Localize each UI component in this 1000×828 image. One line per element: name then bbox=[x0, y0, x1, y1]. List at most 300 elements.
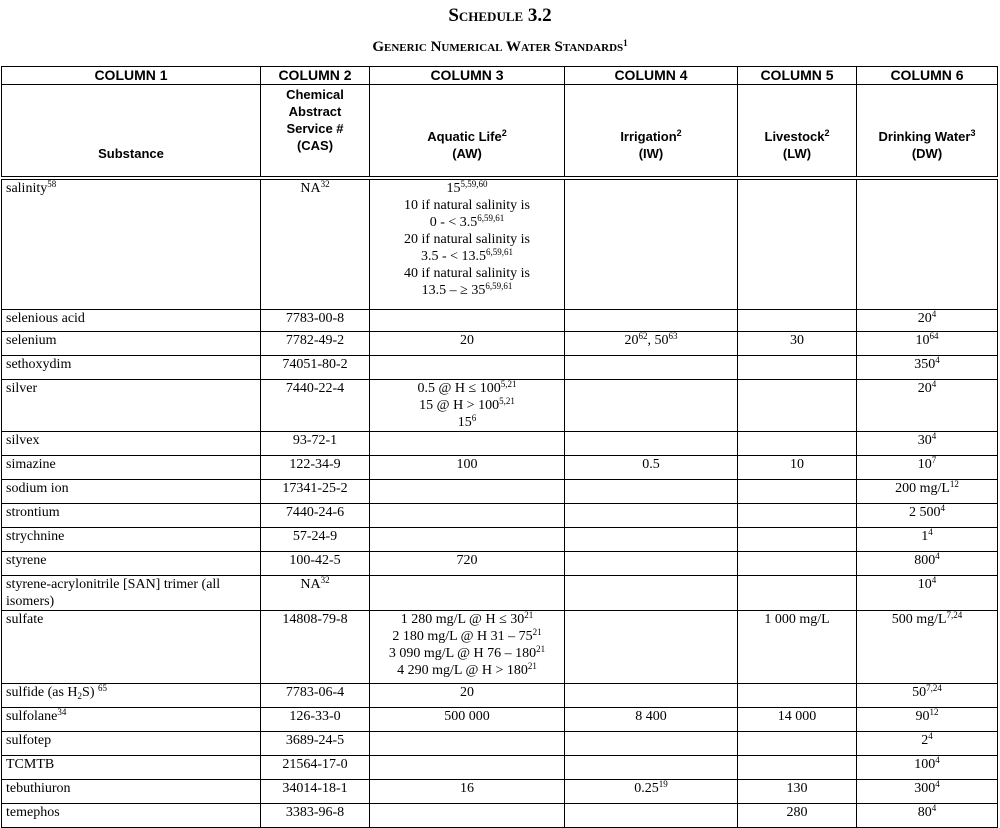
drinking-water-cell-line bbox=[861, 684, 993, 701]
aquatic-life-column-label bbox=[370, 85, 565, 179]
livestock-cell bbox=[738, 331, 857, 355]
substance-cell-text: temephos bbox=[6, 804, 60, 820]
irrigation-cell bbox=[565, 503, 738, 527]
drinking-water-cell-line bbox=[861, 576, 993, 593]
drinking-water-cell-line bbox=[861, 310, 993, 327]
drinking-water-cell-text: 90 bbox=[915, 708, 930, 724]
aquatic-life-cell-text: 15 bbox=[446, 181, 461, 196]
livestock-cell bbox=[738, 527, 857, 551]
substance-cell bbox=[2, 755, 261, 779]
substance-column-label bbox=[2, 85, 261, 179]
livestock-cell-text: 10 bbox=[790, 456, 804, 472]
drinking-water-cell-sup: 7,24 bbox=[946, 610, 963, 620]
column-1-header: COLUMN 1 bbox=[2, 67, 261, 85]
cas-cell bbox=[261, 178, 370, 309]
drinking-water-cell-text: 300 bbox=[914, 780, 936, 796]
substance-cell-text: styrene-acrylonitrile [SAN] trimer (all isomers) bbox=[6, 576, 221, 609]
aw-footnote: 2 bbox=[501, 128, 507, 138]
livestock-cell-text: 1 000 mg/L bbox=[764, 611, 830, 627]
aquatic-life-cell-line bbox=[374, 628, 560, 645]
livestock-cell-text: 130 bbox=[786, 780, 808, 796]
substance-cell-text: sodium ion bbox=[6, 480, 69, 496]
drinking-water-cell-sup: 4 bbox=[931, 803, 937, 813]
table-row bbox=[2, 731, 998, 755]
column-description-row bbox=[2, 85, 998, 179]
cas-cell-text: NA bbox=[300, 576, 321, 592]
table-row bbox=[2, 683, 998, 707]
substance-cell bbox=[2, 331, 261, 355]
drinking-water-cell-text: 10 bbox=[917, 456, 932, 472]
substance-cell-text: selenium bbox=[6, 332, 57, 348]
lw-label: Livestock bbox=[764, 129, 825, 144]
table-row bbox=[2, 779, 998, 803]
table-row bbox=[2, 610, 998, 683]
aquatic-life-cell-text: 500 000 bbox=[444, 708, 490, 724]
substance-cell-text: sulfolane bbox=[6, 708, 58, 724]
schedule-title: Schedule 3.2 bbox=[448, 5, 552, 26]
aquatic-life-cell-line bbox=[374, 662, 560, 679]
cas-cell-text: 122-34-9 bbox=[289, 456, 341, 472]
lw-abbr: (LW) bbox=[782, 146, 812, 161]
aquatic-life-cell-sup: 21 bbox=[524, 610, 534, 620]
aquatic-life-cell bbox=[370, 455, 565, 479]
column-5-header: COLUMN 5 bbox=[738, 67, 857, 85]
aquatic-life-cell-text: 1 280 mg/L @ H ≤ 30 bbox=[400, 611, 525, 627]
substance-cell bbox=[2, 379, 261, 431]
livestock-cell-text: 30 bbox=[790, 332, 804, 348]
column-3-header: COLUMN 3 bbox=[370, 67, 565, 85]
irrigation-cell-text: 8 400 bbox=[635, 708, 667, 724]
drinking-water-cell-line bbox=[861, 380, 993, 397]
column-number-row bbox=[2, 67, 998, 85]
cas-cell-text: 3689-24-5 bbox=[285, 732, 345, 748]
cas-cell bbox=[261, 309, 370, 331]
livestock-cell-line bbox=[742, 332, 852, 349]
substance-cell-sub: 2 bbox=[77, 690, 83, 701]
substance-cell-sup: 58 bbox=[47, 179, 57, 189]
cas-cell-text: 7440-24-6 bbox=[285, 504, 345, 520]
table-row bbox=[2, 309, 998, 331]
substance-cell-text: TCMTB bbox=[6, 756, 55, 772]
livestock-cell bbox=[738, 731, 857, 755]
drinking-water-cell-text: 20 bbox=[917, 380, 932, 396]
livestock-cell bbox=[738, 683, 857, 707]
table-row bbox=[2, 431, 998, 455]
livestock-cell-line bbox=[742, 611, 852, 628]
aquatic-life-cell bbox=[370, 355, 565, 379]
substance-cell bbox=[2, 527, 261, 551]
irrigation-cell-text: 20 bbox=[624, 332, 639, 348]
aquatic-life-cell-sup: 6,59,61 bbox=[486, 247, 514, 257]
irrigation-cell bbox=[565, 779, 738, 803]
irrigation-cell bbox=[565, 527, 738, 551]
aquatic-life-cell-line bbox=[374, 645, 560, 662]
irrigation-cell bbox=[565, 431, 738, 455]
cas-cell-text: 7783-06-4 bbox=[285, 684, 345, 700]
irrigation-cell bbox=[565, 479, 738, 503]
aquatic-life-cell bbox=[370, 610, 565, 683]
substance-cell bbox=[2, 309, 261, 331]
drinking-water-cell-text: 20 bbox=[917, 310, 932, 326]
aw-abbr: (AW) bbox=[452, 146, 482, 161]
substance-cell bbox=[2, 731, 261, 755]
aquatic-life-cell bbox=[370, 431, 565, 455]
cas-column-label bbox=[261, 85, 370, 179]
aquatic-life-cell-text: 15 @ H > 100 bbox=[419, 397, 500, 413]
drinking-water-cell-line bbox=[861, 780, 993, 797]
irrigation-cell bbox=[565, 355, 738, 379]
drinking-water-cell bbox=[857, 551, 998, 575]
irrigation-cell-text: , 50 bbox=[647, 332, 669, 348]
aquatic-life-cell-text: 720 bbox=[456, 552, 478, 568]
substance-cell-text: sulfotep bbox=[6, 732, 52, 748]
aquatic-life-cell-line bbox=[374, 414, 560, 431]
table-row bbox=[2, 355, 998, 379]
aquatic-life-cell bbox=[370, 779, 565, 803]
irrigation-cell bbox=[565, 178, 738, 309]
column-2-header: COLUMN 2 bbox=[261, 67, 370, 85]
drinking-water-cell-sup: 4 bbox=[935, 755, 940, 765]
aquatic-life-cell-line bbox=[374, 282, 560, 299]
cas-cell bbox=[261, 755, 370, 779]
aquatic-life-cell-text: 10 if natural salinity is bbox=[404, 198, 530, 213]
irrigation-cell-sup: 62 bbox=[638, 331, 648, 341]
table-row bbox=[2, 527, 998, 551]
aquatic-life-cell bbox=[370, 707, 565, 731]
aquatic-life-cell-line bbox=[374, 214, 560, 231]
aquatic-life-cell-sup: 5,59,60 bbox=[460, 179, 488, 189]
cas-cell bbox=[261, 355, 370, 379]
substance-cell bbox=[2, 178, 261, 309]
substance-cell-text: strontium bbox=[6, 504, 60, 520]
drinking-water-cell-text: 200 mg/L bbox=[895, 480, 950, 496]
aquatic-life-cell-sup: 6,59,61 bbox=[485, 281, 513, 291]
drinking-water-cell-sup: 4 bbox=[931, 379, 937, 389]
substance-cell-text: silvex bbox=[6, 432, 40, 448]
drinking-water-cell-text: 800 bbox=[914, 552, 936, 568]
livestock-cell bbox=[738, 178, 857, 309]
aquatic-life-cell bbox=[370, 755, 565, 779]
substance-cell bbox=[2, 575, 261, 610]
aquatic-life-cell bbox=[370, 527, 565, 551]
drinking-water-cell-sup: 7,24 bbox=[926, 683, 942, 693]
drinking-water-cell bbox=[857, 683, 998, 707]
livestock-cell bbox=[738, 707, 857, 731]
cas-cell bbox=[261, 683, 370, 707]
substance-cell bbox=[2, 551, 261, 575]
drinking-water-cell-line bbox=[861, 332, 993, 349]
cas-cell-text: 7782-49-2 bbox=[285, 332, 345, 348]
substance-cell bbox=[2, 503, 261, 527]
cas-cell-sup: 32 bbox=[320, 575, 330, 585]
drinking-water-cell bbox=[857, 731, 998, 755]
aquatic-life-cell-text: 4 290 mg/L @ H > 180 bbox=[397, 662, 528, 678]
livestock-cell bbox=[738, 755, 857, 779]
livestock-cell-line bbox=[742, 780, 852, 797]
substance-cell-text: S) bbox=[82, 684, 98, 700]
aquatic-life-cell bbox=[370, 479, 565, 503]
table-row bbox=[2, 707, 998, 731]
drinking-water-cell-line bbox=[861, 732, 993, 749]
drinking-water-cell-text: 30 bbox=[917, 432, 932, 448]
cas-cell-text: NA bbox=[300, 181, 321, 196]
aquatic-life-cell-line bbox=[374, 180, 560, 197]
aquatic-life-cell-text: 0 - < 3.5 bbox=[429, 215, 478, 230]
substance-cell-text: sethoxydim bbox=[6, 356, 72, 372]
aquatic-life-cell-line bbox=[374, 684, 560, 701]
livestock-cell-line bbox=[742, 708, 852, 725]
table-row bbox=[2, 551, 998, 575]
table-body bbox=[2, 178, 998, 827]
irrigation-cell-text: 0.25 bbox=[634, 780, 659, 796]
table-subtitle bbox=[0, 36, 1000, 58]
iw-footnote: 2 bbox=[676, 128, 682, 138]
drinking-water-cell-line bbox=[861, 528, 993, 545]
table-row bbox=[2, 455, 998, 479]
aquatic-life-cell-text: 15 bbox=[457, 414, 472, 430]
substance-cell-sup: 34 bbox=[57, 707, 67, 717]
substance-cell bbox=[2, 455, 261, 479]
cas-cell bbox=[261, 551, 370, 575]
aquatic-life-cell bbox=[370, 309, 565, 331]
irrigation-column-label bbox=[565, 85, 738, 179]
table-row bbox=[2, 575, 998, 610]
livestock-cell bbox=[738, 455, 857, 479]
aquatic-life-cell-line bbox=[374, 197, 560, 214]
drinking-water-cell bbox=[857, 309, 998, 331]
table-row bbox=[2, 503, 998, 527]
cas-cell bbox=[261, 479, 370, 503]
livestock-cell bbox=[738, 803, 857, 827]
aquatic-life-cell-line bbox=[374, 265, 560, 282]
irrigation-cell bbox=[565, 575, 738, 610]
substance-cell-text: simazine bbox=[6, 456, 56, 472]
cas-cell bbox=[261, 503, 370, 527]
cas-cell bbox=[261, 779, 370, 803]
irrigation-cell bbox=[565, 610, 738, 683]
substance-cell-sup: 65 bbox=[98, 683, 107, 693]
cas-cell bbox=[261, 707, 370, 731]
drinking-water-cell-text: 80 bbox=[917, 804, 932, 820]
irrigation-cell bbox=[565, 309, 738, 331]
drinking-water-cell bbox=[857, 331, 998, 355]
substance-cell bbox=[2, 803, 261, 827]
aquatic-life-cell-line bbox=[374, 708, 560, 725]
drinking-water-cell-line bbox=[861, 804, 993, 821]
drinking-water-cell-sup: 4 bbox=[928, 731, 933, 741]
substance-cell bbox=[2, 707, 261, 731]
table-row bbox=[2, 803, 998, 827]
aquatic-life-cell-line bbox=[374, 231, 560, 248]
aquatic-life-cell bbox=[370, 551, 565, 575]
irrigation-cell bbox=[565, 755, 738, 779]
livestock-cell-line bbox=[742, 804, 852, 821]
aquatic-life-cell-line bbox=[374, 611, 560, 628]
irrigation-cell-sup: 19 bbox=[658, 779, 668, 789]
irrigation-cell-line bbox=[569, 456, 733, 473]
substance-cell-text: sulfide (as H bbox=[6, 684, 78, 700]
drinking-water-cell-text: 2 bbox=[921, 732, 929, 748]
livestock-cell bbox=[738, 355, 857, 379]
drinking-water-cell bbox=[857, 610, 998, 683]
substance-cell-text: styrene bbox=[6, 552, 47, 568]
subtitle-text: Generic Numerical Water Standards bbox=[372, 39, 624, 55]
drinking-water-cell-sup: 4 bbox=[935, 779, 940, 789]
table-row bbox=[2, 479, 998, 503]
cas-cell bbox=[261, 575, 370, 610]
column-4-header: COLUMN 4 bbox=[565, 67, 738, 85]
substance-cell bbox=[2, 355, 261, 379]
table-row bbox=[2, 755, 998, 779]
cas-cell-text: 3383-96-8 bbox=[285, 804, 345, 820]
cas-cell bbox=[261, 455, 370, 479]
livestock-cell-text: 14 000 bbox=[777, 708, 817, 724]
drinking-water-cell-line bbox=[861, 708, 993, 725]
drinking-water-cell-sup: 4 bbox=[935, 551, 940, 561]
livestock-cell bbox=[738, 431, 857, 455]
livestock-cell bbox=[738, 479, 857, 503]
irrigation-cell-text: 0.5 bbox=[642, 456, 660, 472]
substance-cell-text: strychnine bbox=[6, 528, 65, 544]
drinking-water-cell-line bbox=[861, 480, 993, 497]
livestock-cell bbox=[738, 551, 857, 575]
aquatic-life-cell-line bbox=[374, 552, 560, 569]
cas-cell-text: 7440-22-4 bbox=[285, 380, 345, 396]
drinking-water-cell-line bbox=[861, 456, 993, 473]
irrigation-cell-line bbox=[569, 332, 733, 349]
aquatic-life-cell-sup: 5,21 bbox=[499, 395, 515, 406]
aquatic-life-cell bbox=[370, 683, 565, 707]
drinking-water-cell bbox=[857, 803, 998, 827]
cas-cell-text: 17341-25-2 bbox=[282, 480, 348, 496]
aquatic-life-cell bbox=[370, 379, 565, 431]
iw-abbr: (IW) bbox=[638, 146, 664, 161]
drinking-water-cell-sup: 4 bbox=[928, 527, 933, 537]
drinking-water-cell-line bbox=[861, 356, 993, 373]
drinking-water-cell bbox=[857, 527, 998, 551]
substance-cell bbox=[2, 683, 261, 707]
aquatic-life-cell-line bbox=[374, 380, 560, 397]
drinking-water-cell-sup: 4 bbox=[940, 503, 945, 513]
aquatic-life-cell bbox=[370, 178, 565, 309]
livestock-cell bbox=[738, 309, 857, 331]
substance-cell bbox=[2, 779, 261, 803]
aquatic-life-cell-sup: 21 bbox=[536, 643, 546, 654]
cas-cell-text: 14808-79-8 bbox=[282, 611, 348, 627]
dw-footnote: 3 bbox=[970, 128, 976, 138]
drinking-water-cell-line bbox=[861, 504, 993, 521]
dw-label: Drinking Water bbox=[878, 129, 971, 144]
irrigation-cell-line bbox=[569, 780, 733, 797]
aquatic-life-cell bbox=[370, 731, 565, 755]
drinking-water-cell-sup: 4 bbox=[931, 309, 937, 319]
aquatic-life-cell-text: 0.5 @ H ≤ 100 bbox=[417, 380, 501, 396]
irrigation-cell bbox=[565, 803, 738, 827]
livestock-cell bbox=[738, 779, 857, 803]
cas-cell-text: 57-24-9 bbox=[292, 528, 338, 544]
irrigation-cell bbox=[565, 551, 738, 575]
drinking-water-cell-text: 500 mg/L bbox=[891, 611, 947, 627]
aquatic-life-cell-sup: 5,21 bbox=[500, 379, 517, 389]
irrigation-cell bbox=[565, 379, 738, 431]
cas-cell bbox=[261, 379, 370, 431]
irrigation-cell-line bbox=[569, 708, 733, 725]
substance-cell-text: selenious acid bbox=[6, 310, 85, 326]
drinking-water-cell-line bbox=[861, 611, 993, 628]
irrigation-cell bbox=[565, 331, 738, 355]
irrigation-cell bbox=[565, 707, 738, 731]
cas-cell bbox=[261, 431, 370, 455]
drinking-water-cell-text: 350 bbox=[914, 356, 936, 372]
drinking-water-cell bbox=[857, 379, 998, 431]
irrigation-cell-sup: 63 bbox=[668, 331, 678, 341]
livestock-cell bbox=[738, 610, 857, 683]
drinking-water-cell bbox=[857, 355, 998, 379]
drinking-water-cell-text: 100 bbox=[914, 756, 936, 772]
aquatic-life-cell-text: 20 bbox=[460, 332, 474, 348]
aquatic-life-cell-text: 20 bbox=[460, 684, 474, 700]
substance-label: Substance bbox=[98, 146, 164, 161]
aquatic-life-cell-text: 2 180 mg/L @ H 31 – 75 bbox=[392, 628, 533, 644]
iw-label: Irrigation bbox=[620, 129, 677, 144]
aquatic-life-cell bbox=[370, 575, 565, 610]
cas-cell-text: 100-42-5 bbox=[289, 552, 341, 568]
cas-cell-text: 74051-80-2 bbox=[282, 356, 348, 372]
drinking-water-cell bbox=[857, 503, 998, 527]
livestock-cell bbox=[738, 379, 857, 431]
column-6-header: COLUMN 6 bbox=[857, 67, 998, 85]
drinking-water-cell bbox=[857, 707, 998, 731]
drinking-water-cell-sup: 12 bbox=[949, 479, 959, 489]
drinking-water-cell bbox=[857, 779, 998, 803]
drinking-water-cell bbox=[857, 575, 998, 610]
drinking-water-cell bbox=[857, 479, 998, 503]
table-row bbox=[2, 178, 998, 309]
drinking-water-cell-line bbox=[861, 756, 993, 773]
water-standards-table bbox=[1, 66, 998, 828]
drinking-water-cell-text: 10 bbox=[915, 332, 930, 348]
cas-cell-text: 7783-00-8 bbox=[285, 310, 345, 326]
aquatic-life-cell-sup: 21 bbox=[527, 660, 537, 671]
lw-footnote: 2 bbox=[824, 128, 830, 138]
cas-abbr: (CAS) bbox=[296, 138, 334, 153]
aquatic-life-cell bbox=[370, 331, 565, 355]
table-row bbox=[2, 379, 998, 431]
substance-cell bbox=[2, 610, 261, 683]
drinking-water-cell bbox=[857, 455, 998, 479]
substance-cell-text: salinity bbox=[6, 181, 48, 196]
drinking-water-cell-text: 10 bbox=[917, 576, 932, 592]
drinking-water-cell-text: 2 500 bbox=[909, 504, 941, 520]
drinking-water-cell bbox=[857, 431, 998, 455]
drinking-water-cell-text: 1 bbox=[921, 528, 929, 544]
cas-cell-text: 93-72-1 bbox=[292, 432, 338, 448]
drinking-water-cell-sup: 4 bbox=[931, 575, 937, 585]
livestock-cell-text: 280 bbox=[786, 804, 808, 820]
aquatic-life-cell-line bbox=[374, 456, 560, 473]
aquatic-life-cell-line bbox=[374, 248, 560, 265]
aw-label: Aquatic Life bbox=[427, 129, 502, 144]
cas-cell bbox=[261, 331, 370, 355]
aquatic-life-cell bbox=[370, 503, 565, 527]
livestock-cell-line bbox=[742, 456, 852, 473]
cas-cell-text: 21564-17-0 bbox=[282, 756, 348, 772]
aquatic-life-cell-sup: 6 bbox=[471, 412, 477, 423]
aquatic-life-cell-sup: 21 bbox=[532, 626, 542, 637]
substance-cell-text: silver bbox=[6, 380, 38, 396]
drinking-water-cell-sup: 4 bbox=[931, 431, 937, 441]
cas-cell bbox=[261, 731, 370, 755]
